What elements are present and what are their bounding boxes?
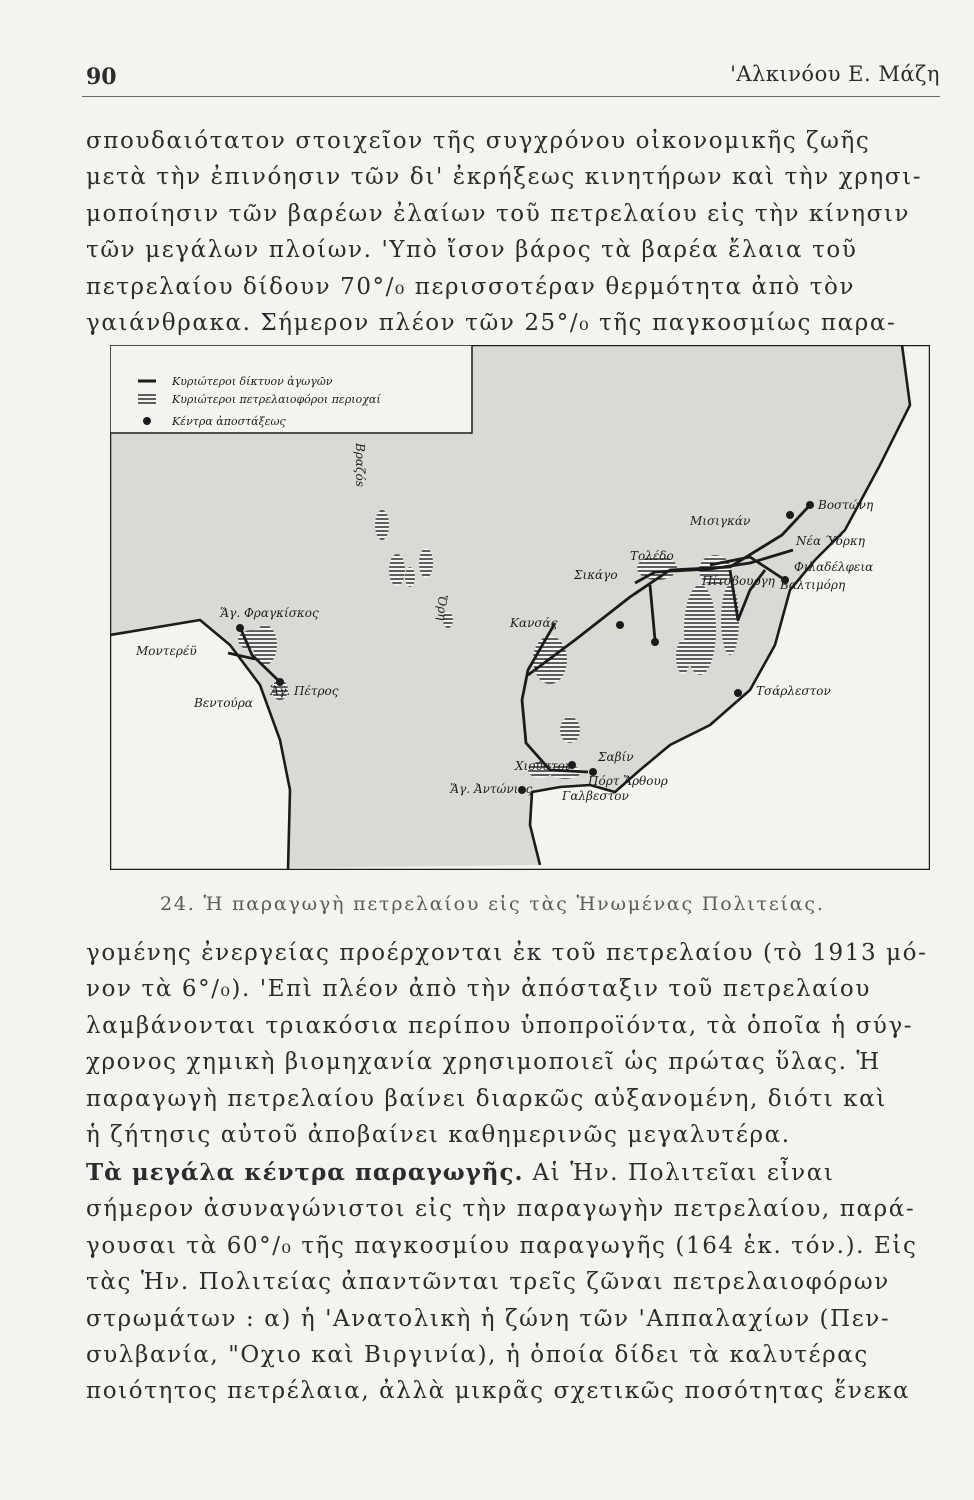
refinery-dot — [236, 624, 244, 632]
oilfield-area — [419, 548, 433, 578]
label-choustoni: Χιούστον — [515, 759, 573, 773]
text-line: ἡ ζήτησις αὐτοῦ ἀποβαίνει καθημερινῶς μεγαλυτέρα. — [86, 1122, 791, 1149]
refinery-dot — [651, 638, 659, 646]
refinery-dot — [734, 689, 742, 697]
refinery-dot — [806, 501, 814, 509]
page-header — [82, 62, 940, 97]
label-filadelfeia: Φιλαδέλφεια — [794, 560, 874, 574]
label-brazos: Βραζόs — [353, 443, 367, 487]
text-line: μοποίησιν τῶν βαρέων ἐλαίων τοῦ πετρελαίου εἰς τὴν κίνησιν — [86, 200, 911, 227]
oilfield-area — [721, 585, 739, 655]
paragraph-3 — [86, 1155, 958, 1410]
text-line — [86, 1155, 958, 1191]
text-line: τὰς Ἡν. Πολιτείας ἀπαντῶνται τρεῖς ζῶναι πετρελαιοφόρων — [86, 1269, 890, 1296]
text-line: γομένης ἐνεργείας προέρχονται ἐκ τοῦ πετρελαίου (τὸ 1913 μό- — [86, 940, 928, 966]
text-line: μετὰ τὴν ἐπινόησιν τῶν δι' ἐκρήξεως κινητήρων καὶ τὴν χρησι- — [86, 164, 923, 191]
figure-caption: 24. Ἡ παραγωγὴ πετρελαίου εἰς τὰς Ἡνωμένας Πολιτείας. — [160, 893, 825, 915]
section-lead-rest: Αἱ Ἡν. Πολιτεῖαι εἶναι — [523, 1160, 835, 1186]
legend-refinery-symbol — [143, 417, 151, 425]
label-boston: Βοστώνη — [818, 498, 874, 512]
text-line: πετρελαίου δίδουν 70°/₀ περισσοτέραν θερμότητα ἀπὸ τὸν — [86, 273, 856, 300]
label-tsarleston: Τσάρλεστον — [756, 684, 831, 698]
label-kansas: Κανσάς — [510, 616, 558, 630]
legend-oilfields: Κυριώτεροι πετρελαιοφόροι περιοχαί — [172, 393, 381, 406]
refinery-dot — [616, 621, 624, 629]
label-nea-yorki: Νέα Ύόρκη — [796, 534, 865, 548]
label-toledo: Τολέδο — [630, 549, 674, 563]
label-ori: Ὄρη — [435, 595, 449, 621]
label-sabin: Σαβίν — [598, 750, 634, 764]
running-head: 'Αλκινόου Ε. Μάζη — [730, 62, 940, 86]
legend-box — [110, 345, 472, 433]
label-agantonios: Ἅγ. Ἀντώνιος — [450, 782, 533, 796]
label-port-arthur: Πόρτ Ἄρθουρ — [588, 774, 668, 788]
text-line: συλβανία, "Οχιο καὶ Βιργινία), ἡ ὁποία δίδει τὰ καλυτέρας — [86, 1342, 869, 1369]
text-line: νον τὰ 6°/₀). 'Επὶ πλέον ἀπὸ τὴν ἀπόσταξιν τοῦ πετρελαίου — [86, 976, 871, 1003]
label-fragkiskos: Ἅγ. Φραγκίσκος — [220, 606, 319, 620]
text-line: γαιάνθρακα. Σήμερον πλέον τῶν 25°/₀ τῆς παγκοσμίως παρα- — [86, 310, 897, 337]
oilfield-area — [375, 510, 389, 540]
text-line: γουσαι τὰ 60°/₀ τῆς παγκοσμίου παραγωγῆς (164 ἑκ. τόν.). Εἰς — [86, 1232, 918, 1259]
paragraph-2 — [86, 935, 958, 1153]
legend-pipelines: Κυριώτεροι δίκτυον ἀγωγῶν — [172, 375, 333, 388]
label-chicago: Σικάγο — [574, 568, 618, 582]
legend-refineries: Κέντρα ἀποστάξεως — [172, 415, 286, 428]
text-line: τῶν μεγάλων πλοίων. 'Υπὸ ἴσον βάρος τὰ βαρέα ἔλαια τοῦ — [86, 237, 858, 264]
text-line: παραγωγὴ πετρελαίου βαίνει διαρκῶς αὐξανομένη, διότι καὶ — [86, 1085, 887, 1112]
label-agpetros: Ἅγ. Πέτρος — [270, 684, 339, 698]
text-line: χρονος χημικὴ βιομηχανία χρησιμοποιεῖ ὡς πρώτας ὕλας. Ἡ — [86, 1049, 881, 1076]
text-line: στρωμάτων : α) ἡ 'Ανατολικὴ ἡ ζώνη τῶν 'Αππαλαχίων (Πεν- — [86, 1305, 891, 1332]
label-pittsbourgi: Πίτσβουργη — [702, 574, 775, 588]
oilfield-area — [389, 554, 405, 586]
label-galveston: Γαλβεστον — [562, 789, 629, 803]
text-line: λαμβάνονται τριακόσια περίπου ὑποπροϊόντα, τὰ ὁποῖα ἡ σύγ- — [86, 1012, 914, 1039]
text-line: ποιότητος πετρέλαια, ἀλλὰ μικρᾶς σχετικῶς ποσότητας ἕνεκα — [86, 1378, 911, 1405]
page-number: 90 — [86, 64, 117, 90]
legend-oilfield-symbol — [138, 393, 156, 405]
refinery-dot — [786, 511, 794, 519]
label-ventoura: Βεντούρα — [194, 696, 253, 710]
label-monterey: Μοντερέϋ — [136, 644, 197, 658]
oilfield-area — [560, 717, 580, 743]
text-line: σπουδαιότατον στοιχεῖον τῆς συγχρόνου οἰκονομικῆς ζωῆς — [86, 128, 871, 154]
map-legend — [110, 345, 472, 433]
paragraph-1 — [86, 123, 958, 341]
label-michigan: Μισιγκάν — [690, 514, 751, 528]
label-valtimori: Βαλτιμόρη — [780, 578, 846, 592]
oilfield-area — [405, 567, 415, 587]
section-lead: Τὰ μεγάλα κέντρα παραγωγῆς. — [86, 1159, 524, 1186]
text-line: σήμερον ἀσυναγώνιστοι εἰς τὴν παραγωγὴν πετρελαίου, παρά- — [86, 1196, 916, 1223]
oilfield-area — [676, 640, 690, 674]
oil-map-figure — [110, 345, 930, 870]
